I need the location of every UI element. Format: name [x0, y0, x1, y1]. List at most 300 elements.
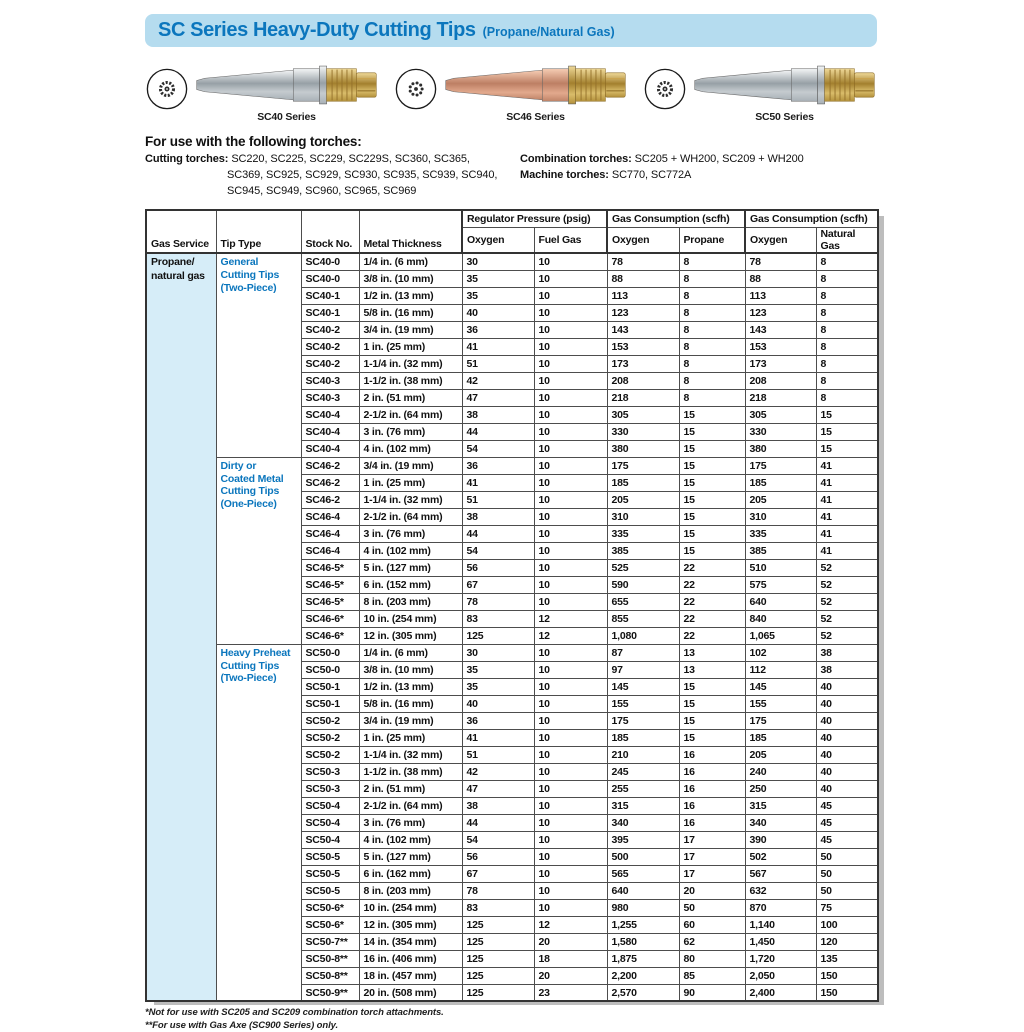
thickness-cell: 14 in. (354 mm) [359, 933, 462, 950]
value-cell: 1,720 [745, 950, 816, 967]
value-cell: 83 [462, 899, 534, 916]
stock-cell: SC40-2 [301, 338, 359, 355]
tip-type-cell: Dirty or Coated Metal Cutting Tips (One-Piece) [216, 457, 301, 644]
value-cell: 50 [816, 882, 878, 899]
value-cell: 35 [462, 661, 534, 678]
stock-cell: SC50-5 [301, 882, 359, 899]
value-cell: 36 [462, 457, 534, 474]
value-cell: 500 [607, 848, 679, 865]
thickness-cell: 18 in. (457 mm) [359, 967, 462, 984]
value-cell: 18 [534, 950, 607, 967]
value-cell: 36 [462, 321, 534, 338]
stock-cell: SC46-5* [301, 559, 359, 576]
stock-cell: SC50-4 [301, 831, 359, 848]
value-cell: 75 [816, 899, 878, 916]
value-cell: 16 [679, 797, 745, 814]
thickness-cell: 3 in. (76 mm) [359, 814, 462, 831]
thickness-cell: 8 in. (203 mm) [359, 882, 462, 899]
value-cell: 502 [745, 848, 816, 865]
value-cell: 23 [534, 984, 607, 1001]
value-cell: 10 [534, 406, 607, 423]
value-cell: 17 [679, 831, 745, 848]
value-cell: 15 [679, 457, 745, 474]
group-header-regulator-pressure: Regulator Pressure (psig) [462, 210, 607, 228]
thickness-cell: 1 in. (25 mm) [359, 729, 462, 746]
thickness-cell: 10 in. (254 mm) [359, 899, 462, 916]
thickness-cell: 3/8 in. (10 mm) [359, 661, 462, 678]
cutting-torches-line [145, 152, 503, 200]
value-cell: 315 [607, 797, 679, 814]
value-cell: 8 [816, 253, 878, 270]
value-cell: 80 [679, 950, 745, 967]
value-cell: 855 [607, 610, 679, 627]
thickness-cell: 2-1/2 in. (64 mm) [359, 406, 462, 423]
value-cell: 120 [816, 933, 878, 950]
value-cell: 52 [816, 610, 878, 627]
thickness-cell: 1 in. (25 mm) [359, 474, 462, 491]
value-cell: 30 [462, 644, 534, 661]
value-cell: 22 [679, 627, 745, 644]
stock-cell: SC46-5* [301, 576, 359, 593]
col-header-stock-no: Stock No. [301, 210, 359, 254]
holes-face-icon [394, 66, 438, 117]
value-cell: 15 [816, 406, 878, 423]
value-cell: 10 [534, 865, 607, 882]
stock-cell: SC40-0 [301, 253, 359, 270]
value-cell: 10 [534, 593, 607, 610]
value-cell: 41 [816, 525, 878, 542]
value-cell: 97 [607, 661, 679, 678]
value-cell: 15 [816, 440, 878, 457]
value-cell: 1,065 [745, 627, 816, 644]
value-cell: 20 [534, 967, 607, 984]
col-header-gas-service: Gas Service [146, 210, 216, 254]
value-cell: 125 [462, 950, 534, 967]
stock-cell: SC50-2 [301, 712, 359, 729]
stock-cell: SC50-4 [301, 814, 359, 831]
value-cell: 22 [679, 559, 745, 576]
value-cell: 330 [607, 423, 679, 440]
value-cell: 8 [679, 355, 745, 372]
value-cell: 10 [534, 661, 607, 678]
thickness-cell: 1-1/4 in. (32 mm) [359, 355, 462, 372]
gear-face-icon [145, 66, 189, 117]
product-label: SC50 Series [755, 111, 814, 123]
value-cell: 17 [679, 865, 745, 882]
footnote-1: *Not for use with SC205 and SC209 combination torch attachments. [145, 1007, 444, 1019]
value-cell: 10 [534, 695, 607, 712]
value-cell: 8 [679, 321, 745, 338]
product [394, 59, 628, 123]
value-cell: 10 [534, 831, 607, 848]
value-cell: 38 [816, 644, 878, 661]
value-cell: 305 [745, 406, 816, 423]
value-cell: 385 [607, 542, 679, 559]
value-cell: 10 [534, 814, 607, 831]
stock-cell: SC50-1 [301, 678, 359, 695]
cutting-torches-label: Cutting torches: [145, 153, 229, 165]
thickness-cell: 2-1/2 in. (64 mm) [359, 508, 462, 525]
value-cell: 330 [745, 423, 816, 440]
value-cell: 41 [816, 474, 878, 491]
value-cell: 56 [462, 559, 534, 576]
torch-compatibility [145, 134, 877, 200]
value-cell: 218 [607, 389, 679, 406]
footnotes [145, 1007, 877, 1032]
value-cell: 35 [462, 287, 534, 304]
value-cell: 16 [679, 746, 745, 763]
stock-cell: SC40-4 [301, 406, 359, 423]
value-cell: 125 [462, 984, 534, 1001]
value-cell: 8 [679, 304, 745, 321]
value-cell: 41 [816, 491, 878, 508]
value-cell: 51 [462, 491, 534, 508]
page-title: SC Series Heavy-Duty Cutting Tips [158, 19, 476, 41]
stock-cell: SC50-9** [301, 984, 359, 1001]
value-cell: 54 [462, 831, 534, 848]
value-cell: 565 [607, 865, 679, 882]
value-cell: 38 [462, 508, 534, 525]
col-header-natural-gas: Natural Gas [816, 228, 878, 254]
value-cell: 20 [679, 882, 745, 899]
thickness-cell: 6 in. (162 mm) [359, 865, 462, 882]
value-cell: 1,255 [607, 916, 679, 933]
value-cell: 41 [462, 729, 534, 746]
value-cell: 113 [745, 287, 816, 304]
value-cell: 10 [534, 253, 607, 270]
value-cell: 145 [607, 678, 679, 695]
stock-cell: SC40-1 [301, 304, 359, 321]
thickness-cell: 1-1/2 in. (38 mm) [359, 372, 462, 389]
stock-cell: SC46-4 [301, 525, 359, 542]
thickness-cell: 3 in. (76 mm) [359, 423, 462, 440]
value-cell: 380 [607, 440, 679, 457]
stock-cell: SC40-4 [301, 440, 359, 457]
product-label: SC46 Series [506, 111, 565, 123]
thickness-cell: 5/8 in. (16 mm) [359, 695, 462, 712]
value-cell: 52 [816, 627, 878, 644]
value-cell: 123 [607, 304, 679, 321]
value-cell: 8 [816, 355, 878, 372]
value-cell: 10 [534, 474, 607, 491]
value-cell: 185 [745, 729, 816, 746]
product [145, 59, 379, 123]
tip-photo [692, 59, 877, 123]
value-cell: 10 [534, 542, 607, 559]
value-cell: 632 [745, 882, 816, 899]
stock-cell: SC40-3 [301, 389, 359, 406]
cutting-torches-values: SC220, SC225, SC229, SC229S, SC360, SC365, SC369, SC925, SC929, SC930, SC935, SC939, SC940, SC945, SC949, SC960, SC965, SC969 [227, 153, 498, 197]
value-cell: 51 [462, 355, 534, 372]
value-cell: 88 [607, 270, 679, 287]
value-cell: 153 [607, 338, 679, 355]
value-cell: 155 [745, 695, 816, 712]
value-cell: 840 [745, 610, 816, 627]
thickness-cell: 16 in. (406 mm) [359, 950, 462, 967]
stock-cell: SC50-3 [301, 763, 359, 780]
value-cell: 10 [534, 525, 607, 542]
product-images-row [145, 56, 877, 126]
value-cell: 10 [534, 440, 607, 457]
product-label: SC40 Series [257, 111, 316, 123]
value-cell: 340 [607, 814, 679, 831]
value-cell: 2,050 [745, 967, 816, 984]
value-cell: 185 [607, 474, 679, 491]
thickness-cell: 1-1/4 in. (32 mm) [359, 746, 462, 763]
thickness-cell: 2 in. (51 mm) [359, 389, 462, 406]
value-cell: 36 [462, 712, 534, 729]
value-cell: 1,080 [607, 627, 679, 644]
value-cell: 310 [745, 508, 816, 525]
value-cell: 44 [462, 423, 534, 440]
combination-torches-line [520, 152, 804, 168]
value-cell: 218 [745, 389, 816, 406]
value-cell: 54 [462, 440, 534, 457]
value-cell: 1,580 [607, 933, 679, 950]
col-header-propane: Propane [679, 228, 745, 254]
value-cell: 22 [679, 593, 745, 610]
value-cell: 10 [534, 848, 607, 865]
value-cell: 8 [679, 270, 745, 287]
value-cell: 8 [816, 287, 878, 304]
value-cell: 2,400 [745, 984, 816, 1001]
value-cell: 16 [679, 814, 745, 831]
value-cell: 10 [534, 763, 607, 780]
value-cell: 85 [679, 967, 745, 984]
value-cell: 150 [816, 984, 878, 1001]
value-cell: 90 [679, 984, 745, 1001]
col-header-oxygen-psig: Oxygen [462, 228, 534, 254]
machine-torches-line [520, 168, 804, 184]
stock-cell: SC46-2 [301, 474, 359, 491]
value-cell: 10 [534, 780, 607, 797]
table-body [146, 253, 878, 1001]
value-cell: 112 [745, 661, 816, 678]
stock-cell: SC40-2 [301, 321, 359, 338]
value-cell: 20 [534, 933, 607, 950]
value-cell: 8 [816, 321, 878, 338]
value-cell: 10 [534, 389, 607, 406]
group-header-gas-consumption-natural-gas: Gas Consumption (scfh) [745, 210, 878, 228]
value-cell: 10 [534, 678, 607, 695]
value-cell: 40 [816, 678, 878, 695]
value-cell: 640 [745, 593, 816, 610]
thickness-cell: 1/2 in. (13 mm) [359, 678, 462, 695]
value-cell: 52 [816, 559, 878, 576]
value-cell: 50 [816, 865, 878, 882]
value-cell: 44 [462, 525, 534, 542]
value-cell: 10 [534, 287, 607, 304]
value-cell: 390 [745, 831, 816, 848]
value-cell: 10 [534, 423, 607, 440]
value-cell: 40 [816, 695, 878, 712]
value-cell: 335 [745, 525, 816, 542]
value-cell: 205 [607, 491, 679, 508]
value-cell: 45 [816, 831, 878, 848]
col-header-oxygen-scfh-natural: Oxygen [745, 228, 816, 254]
value-cell: 42 [462, 372, 534, 389]
value-cell: 40 [816, 729, 878, 746]
value-cell: 12 [534, 610, 607, 627]
value-cell: 41 [462, 338, 534, 355]
stock-cell: SC46-6* [301, 610, 359, 627]
value-cell: 38 [462, 797, 534, 814]
thickness-cell: 12 in. (305 mm) [359, 627, 462, 644]
value-cell: 10 [534, 559, 607, 576]
thickness-cell: 4 in. (102 mm) [359, 831, 462, 848]
stock-cell: SC40-3 [301, 372, 359, 389]
value-cell: 40 [816, 712, 878, 729]
stock-cell: SC50-0 [301, 661, 359, 678]
value-cell: 15 [679, 423, 745, 440]
value-cell: 575 [745, 576, 816, 593]
thickness-cell: 2-1/2 in. (64 mm) [359, 797, 462, 814]
value-cell: 15 [679, 542, 745, 559]
value-cell: 10 [534, 746, 607, 763]
thickness-cell: 3/4 in. (19 mm) [359, 712, 462, 729]
combination-torches-values: SC205 + WH200, SC209 + WH200 [634, 153, 804, 165]
value-cell: 385 [745, 542, 816, 559]
group-header-row [146, 210, 878, 228]
value-cell: 16 [679, 763, 745, 780]
value-cell: 40 [816, 763, 878, 780]
value-cell: 8 [679, 338, 745, 355]
value-cell: 510 [745, 559, 816, 576]
value-cell: 10 [534, 729, 607, 746]
value-cell: 51 [462, 746, 534, 763]
tip-photo [443, 59, 628, 123]
value-cell: 15 [679, 440, 745, 457]
stock-cell: SC50-3 [301, 780, 359, 797]
value-cell: 10 [534, 797, 607, 814]
page-title-banner [145, 14, 877, 47]
thickness-cell: 3/4 in. (19 mm) [359, 457, 462, 474]
value-cell: 15 [679, 474, 745, 491]
machine-torches-label: Machine torches: [520, 168, 609, 181]
table-row [146, 457, 878, 474]
value-cell: 47 [462, 780, 534, 797]
col-header-metal-thickness: Metal Thickness [359, 210, 462, 254]
value-cell: 125 [462, 967, 534, 984]
stock-cell: SC50-0 [301, 644, 359, 661]
value-cell: 175 [745, 712, 816, 729]
value-cell: 8 [816, 304, 878, 321]
machine-torches-values: SC770, SC772A [611, 168, 692, 181]
value-cell: 10 [534, 338, 607, 355]
table-row [146, 644, 878, 661]
value-cell: 395 [607, 831, 679, 848]
thickness-cell: 12 in. (305 mm) [359, 916, 462, 933]
stock-cell: SC50-4 [301, 797, 359, 814]
value-cell: 10 [534, 304, 607, 321]
value-cell: 305 [607, 406, 679, 423]
value-cell: 67 [462, 865, 534, 882]
value-cell: 567 [745, 865, 816, 882]
value-cell: 78 [462, 593, 534, 610]
stock-cell: SC50-5 [301, 865, 359, 882]
value-cell: 8 [679, 372, 745, 389]
value-cell: 175 [607, 457, 679, 474]
thickness-cell: 5/8 in. (16 mm) [359, 304, 462, 321]
value-cell: 1,450 [745, 933, 816, 950]
value-cell: 173 [607, 355, 679, 372]
value-cell: 54 [462, 542, 534, 559]
value-cell: 15 [679, 729, 745, 746]
value-cell: 10 [534, 508, 607, 525]
stock-cell: SC50-5 [301, 848, 359, 865]
product [643, 59, 877, 123]
value-cell: 205 [745, 746, 816, 763]
thickness-cell: 1/2 in. (13 mm) [359, 287, 462, 304]
value-cell: 2,570 [607, 984, 679, 1001]
value-cell: 40 [816, 780, 878, 797]
value-cell: 41 [816, 457, 878, 474]
stock-cell: SC50-6* [301, 899, 359, 916]
value-cell: 1,140 [745, 916, 816, 933]
value-cell: 47 [462, 389, 534, 406]
value-cell: 10 [534, 321, 607, 338]
thickness-cell: 1-1/4 in. (32 mm) [359, 491, 462, 508]
value-cell: 315 [745, 797, 816, 814]
value-cell: 15 [679, 695, 745, 712]
value-cell: 10 [534, 899, 607, 916]
value-cell: 45 [816, 797, 878, 814]
value-cell: 125 [462, 933, 534, 950]
stock-cell: SC50-2 [301, 746, 359, 763]
value-cell: 113 [607, 287, 679, 304]
combination-torches-label: Combination torches: [520, 153, 632, 165]
value-cell: 640 [607, 882, 679, 899]
value-cell: 525 [607, 559, 679, 576]
thickness-cell: 3/4 in. (19 mm) [359, 321, 462, 338]
value-cell: 15 [679, 678, 745, 695]
value-cell: 8 [679, 287, 745, 304]
value-cell: 175 [745, 457, 816, 474]
thickness-cell: 10 in. (254 mm) [359, 610, 462, 627]
value-cell: 67 [462, 576, 534, 593]
page-content [145, 0, 877, 1032]
stock-cell: SC40-1 [301, 287, 359, 304]
value-cell: 40 [462, 304, 534, 321]
thickness-cell: 20 in. (508 mm) [359, 984, 462, 1001]
value-cell: 62 [679, 933, 745, 950]
value-cell: 208 [745, 372, 816, 389]
value-cell: 10 [534, 457, 607, 474]
value-cell: 50 [679, 899, 745, 916]
tip-photo [194, 59, 379, 123]
group-header-gas-consumption-propane: Gas Consumption (scfh) [607, 210, 745, 228]
stock-cell: SC46-4 [301, 508, 359, 525]
value-cell: 40 [462, 695, 534, 712]
value-cell: 12 [534, 916, 607, 933]
col-header-oxygen-scfh-propane: Oxygen [607, 228, 679, 254]
thickness-cell: 8 in. (203 mm) [359, 593, 462, 610]
value-cell: 1,875 [607, 950, 679, 967]
value-cell: 123 [745, 304, 816, 321]
value-cell: 175 [607, 712, 679, 729]
page-title-subtitle: (Propane/Natural Gas) [482, 25, 615, 39]
value-cell: 78 [745, 253, 816, 270]
stock-cell: SC50-8** [301, 950, 359, 967]
value-cell: 15 [816, 423, 878, 440]
value-cell: 40 [816, 746, 878, 763]
value-cell: 52 [816, 576, 878, 593]
stock-cell: SC50-6* [301, 916, 359, 933]
value-cell: 10 [534, 712, 607, 729]
value-cell: 10 [534, 270, 607, 287]
stock-cell: SC46-2 [301, 457, 359, 474]
value-cell: 35 [462, 270, 534, 287]
